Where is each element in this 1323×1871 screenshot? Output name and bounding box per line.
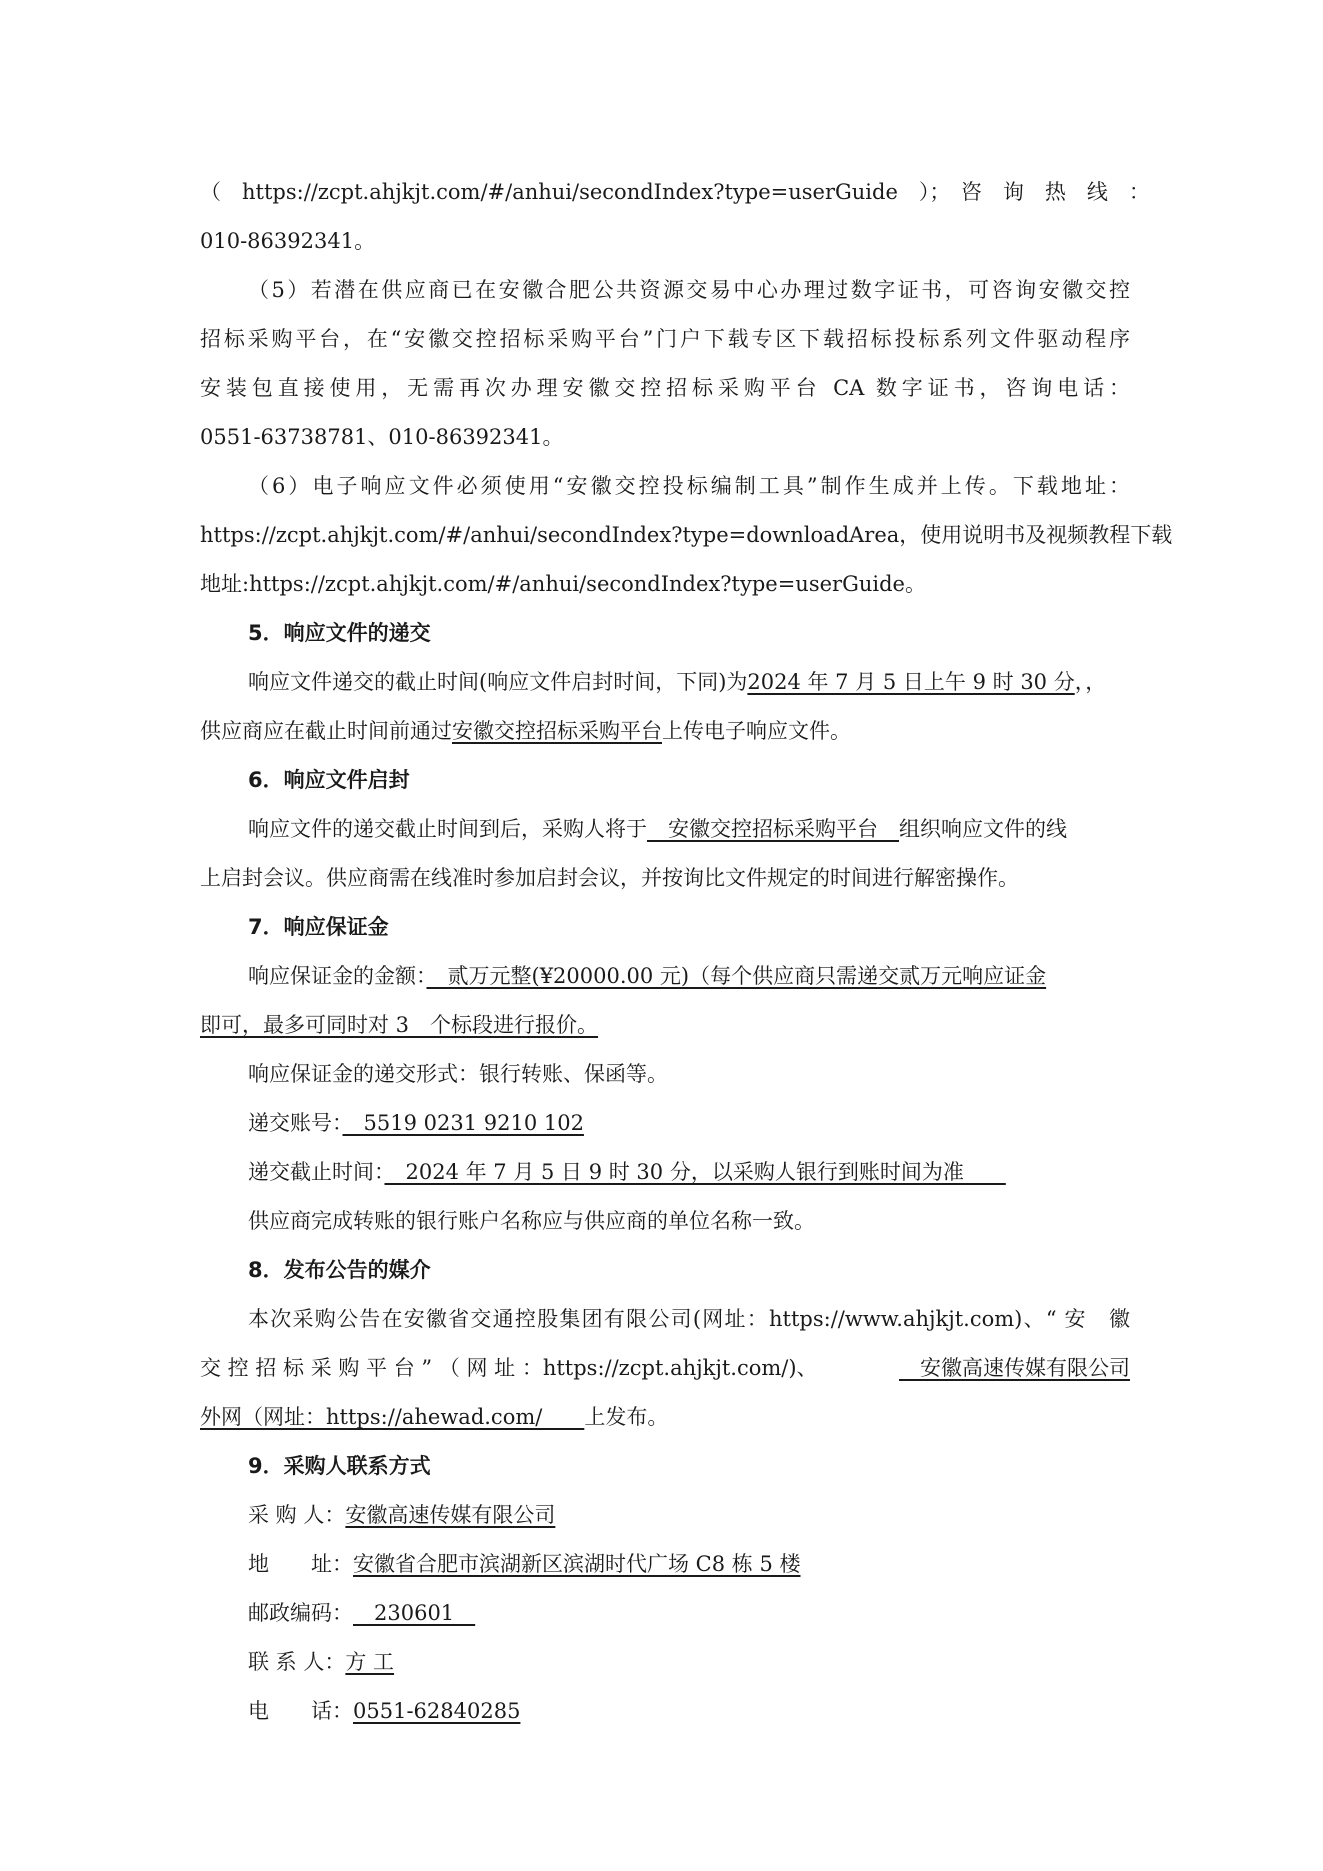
address-label: 地 址：	[248, 1552, 353, 1576]
guide-url-line: （ https://zcpt.ahjkjt.com/#/anhui/secondIndex?type=userGuide ）； 咨 询 热 线 ：	[200, 180, 1150, 204]
item-5-line-3: 安装包直接使用，无需再次办理安徽交控招标采购平台 CA 数字证书，咨询电话：	[200, 376, 1130, 400]
section-6-line-1	[200, 805, 1130, 854]
deposit-account-note: 供应商完成转账的银行账户名称应与供应商的单位名称一致。	[248, 1209, 815, 1233]
document-page	[200, 168, 1173, 1736]
deposit-account-value: 5519 0231 9210 102	[342, 1111, 584, 1135]
item-5-line-1: （5）若潜在供应商已在安徽合肥公共资源交易中心办理过数字证书，可咨询安徽交控	[248, 278, 1130, 302]
item-6-line-3: 地址:https://zcpt.ahjkjt.com/#/anhui/secondIndex?type=userGuide。	[200, 572, 926, 596]
deposit-amount-value-2: 即可，最多可同时对 3 个标段进行报价。	[200, 1013, 599, 1037]
submission-text-2: 供应商应在截止时间前通过	[200, 719, 452, 743]
media-company: 安徽高速传媒有限公司	[899, 1356, 1130, 1380]
postcode-row	[200, 1589, 1130, 1638]
item-5-line-4: 0551-63738781、010-86392341。	[200, 425, 564, 449]
postcode-value: 230601	[353, 1601, 476, 1625]
contact-value: 方 工	[345, 1650, 395, 1674]
submission-text: 响应文件递交的截止时间(响应文件启封时间，下同)为	[248, 670, 748, 694]
media-website: 外网（网址：https://ahewad.com/	[200, 1405, 585, 1429]
section-5-heading: 5．响应文件的递交	[248, 621, 431, 645]
phone-label: 电 话：	[248, 1699, 353, 1723]
media-line-1: 本次采购公告在安徽省交通控股集团有限公司(网址：https://www.ahjkjt.com)、“ 安 徽	[248, 1307, 1130, 1331]
media-line-2	[200, 1344, 1130, 1393]
opening-text-2: 组织响应文件的线	[899, 817, 1067, 841]
item-5-line-2: 招标采购平台，在“安徽交控招标采购平台”门户下载专区下载招标投标系列文件驱动程序	[200, 327, 1130, 351]
section-7-heading: 7．响应保证金	[248, 915, 389, 939]
section-9-heading: 9．采购人联系方式	[248, 1454, 431, 1478]
deposit-deadline-value: 2024 年 7 月 5 日 9 时 30 分，以采购人银行到账时间为准	[384, 1160, 1006, 1184]
deposit-amount-label: 响应保证金的金额：	[248, 964, 427, 988]
section-8-heading: 8．发布公告的媒介	[248, 1258, 431, 1282]
deposit-deadline-line	[200, 1148, 1130, 1197]
deposit-account-line	[200, 1099, 1130, 1148]
opening-platform: 安徽交控招标采购平台	[647, 817, 899, 841]
submission-punct: ，，	[1074, 670, 1107, 694]
media-publish-text: 上发布。	[584, 1405, 669, 1429]
opening-text: 响应文件的递交截止时间到后，采购人将于	[248, 817, 647, 841]
deposit-deadline-label: 递交截止时间：	[248, 1160, 385, 1184]
contact-label: 联 系 人：	[248, 1650, 346, 1674]
item-6-line-2: https://zcpt.ahjkjt.com/#/anhui/secondIndex?type=downloadArea，使用说明书及视频教程下载	[200, 523, 1173, 547]
purchaser-label: 采 购 人：	[248, 1503, 346, 1527]
submission-text-3: 上传电子响应文件。	[662, 719, 851, 743]
deposit-amount-line	[200, 952, 1130, 1001]
postcode-label: 邮政编码：	[248, 1601, 353, 1625]
contact-row	[200, 1638, 1130, 1687]
purchaser-row	[200, 1491, 1130, 1540]
purchaser-value: 安徽高速传媒有限公司	[345, 1503, 556, 1527]
item-6-line-1: （6）电子响应文件必须使用“安徽交控投标编制工具”制作生成并上传。下载地址：	[248, 474, 1130, 498]
section-5-line-1	[200, 658, 1130, 707]
address-value: 安徽省合肥市滨湖新区滨湖时代广场 C8 栋 5 楼	[353, 1552, 801, 1576]
submission-deadline: 2024 年 7 月 5 日上午 9 时 30 分	[747, 670, 1075, 694]
deposit-amount-line-2	[200, 1001, 1130, 1050]
media-line-3	[200, 1393, 1130, 1442]
section-6-line-2: 上启封会议。供应商需在线准时参加启封会议，并按询比文件规定的时间进行解密操作。	[200, 866, 1019, 890]
section-5-line-2	[200, 707, 1130, 756]
deposit-form: 响应保证金的递交形式：银行转账、保函等。	[248, 1062, 668, 1086]
hotline-number: 010-86392341。	[200, 229, 376, 253]
section-6-heading: 6．响应文件启封	[248, 768, 410, 792]
deposit-amount-value: 贰万元整(¥20000.00 元)（每个供应商只需递交贰万元响应证金	[426, 964, 1047, 988]
submission-platform: 安徽交控招标采购平台	[452, 719, 662, 743]
phone-row	[200, 1687, 1130, 1736]
phone-value: 0551-62840285	[353, 1699, 521, 1723]
deposit-account-label: 递交账号：	[248, 1111, 343, 1135]
address-row	[200, 1540, 1130, 1589]
media-platform-text: 交 控 招 标 采 购 平 台 ” （ 网 址 ：https://zcpt.ahjkjt.com/)、	[200, 1356, 818, 1380]
